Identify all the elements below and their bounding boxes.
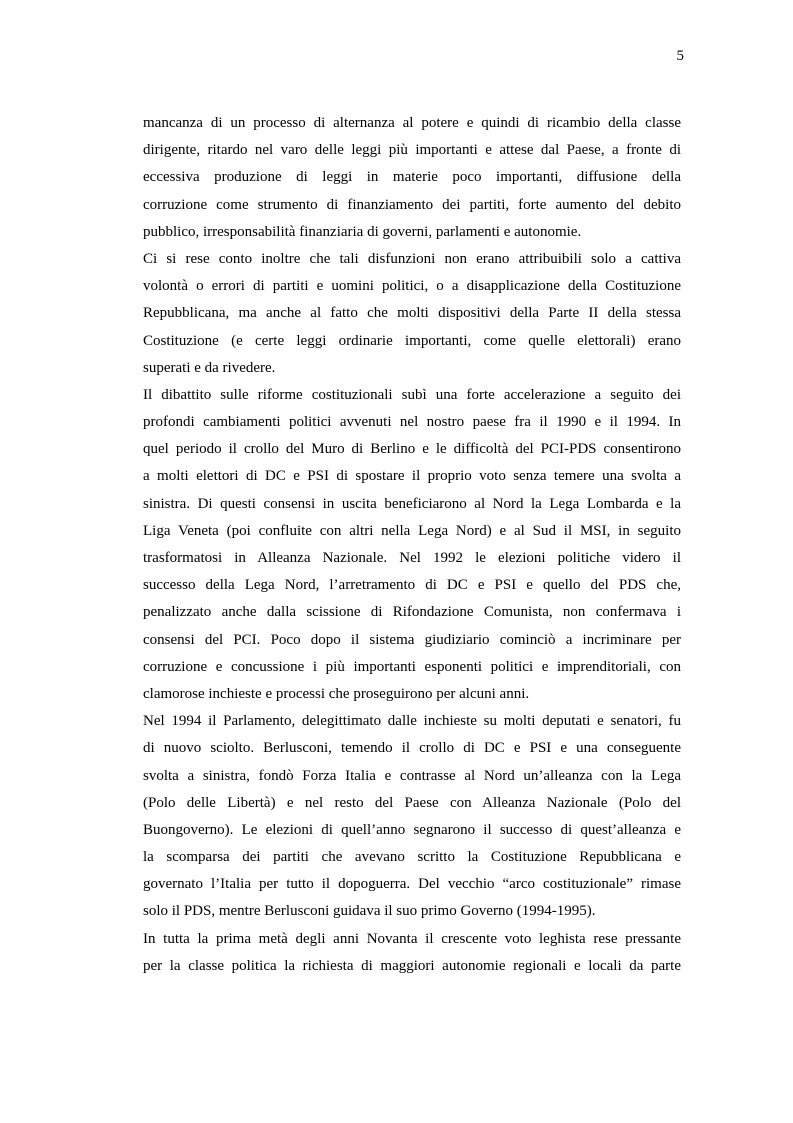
text-line: a molti elettori di DC e PSI di spostare il proprio voto senza temere una svolta a: [143, 468, 681, 485]
text-line: quel periodo il crollo del Muro di Berlino e le difficoltà del PCI-PDS consentirono: [143, 441, 681, 458]
text-line: di nuovo sciolto. Berlusconi, temendo il crollo di DC e PSI e una conseguente: [143, 740, 681, 757]
text-line: Ci si rese conto inoltre che tali disfunzioni non erano attribuibili solo a cattiva: [143, 250, 681, 267]
paragraph: [143, 382, 681, 708]
text-line: governato l’Italia per tutto il dopoguerra. Del vecchio “arco costituzionale” rimase: [143, 876, 681, 893]
text-line: eccessiva produzione di leggi in materie poco importanti, diffusione della: [143, 169, 681, 186]
text-line: Buongoverno). Le elezioni di quell’anno segnarono il successo di quest’alleanza e: [143, 821, 681, 838]
text-line: Repubblicana, ma anche al fatto che molti dispositivi della Parte II della stessa: [143, 305, 681, 322]
paragraph: [143, 110, 681, 246]
text-line: volontà o errori di partiti e uomini politici, o a disapplicazione della Costituzione: [143, 278, 681, 295]
text-line: corruzione come strumento di finanziamento dei partiti, forte aumento del debito: [143, 196, 681, 213]
text-line: successo della Lega Nord, l’arretramento di DC e PSI e quello del PDS che,: [143, 577, 681, 594]
text-line: per la classe politica la richiesta di maggiori autonomie regionali e locali da parte: [143, 957, 681, 974]
page-number: 5: [676, 48, 684, 64]
text-line: Costituzione (e certe leggi ordinarie importanti, come quelle elettorali) erano: [143, 332, 681, 349]
text-line: solo il PDS, mentre Berlusconi guidava il suo primo Governo (1994-1995).: [143, 903, 596, 920]
text-line: In tutta la prima metà degli anni Novanta il crescente voto leghista rese pressante: [143, 930, 681, 947]
text-line: consensi del PCI. Poco dopo il sistema giudiziario cominciò a incriminare per: [143, 631, 681, 648]
text-line: clamorose inchieste e processi che proseguirono per alcuni anni.: [143, 685, 530, 702]
text-line: trasformatosi in Alleanza Nazionale. Nel 1992 le elezioni politiche videro il: [143, 550, 681, 566]
text-line: Il dibattito sulle riforme costituzionali subì una forte accelerazione a seguito dei: [143, 386, 681, 403]
text-line: Liga Veneta (poi confluite con altri nella Lega Nord) e al Sud il MSI, in seguito: [143, 522, 681, 539]
text-line: Nel 1994 il Parlamento, delegittimato dalle inchieste su molti deputati e senatori, fu: [143, 713, 681, 730]
text-line: dirigente, ritardo nel varo delle leggi più importanti e attese dal Paese, a fronte di: [143, 142, 681, 159]
text-line: penalizzato anche dalla scissione di Rifondazione Comunista, non confermava i: [143, 604, 681, 621]
paragraph: [143, 926, 681, 980]
text-line: (Polo delle Libertà) e nel resto del Paese con Alleanza Nazionale (Polo del: [143, 794, 681, 811]
text-line: svolta a sinistra, fondò Forza Italia e contrasse al Nord un’alleanza con la Lega: [143, 767, 681, 784]
text-line: pubblico, irresponsabilità finanziaria di governi, parlamenti e autonomie.: [143, 223, 582, 240]
body-text: [143, 110, 681, 980]
paragraph: [143, 708, 681, 926]
paragraph: [143, 246, 681, 382]
text-line: sinistra. Di questi consensi in uscita beneficiarono al Nord la Lega Lombarda e la: [143, 495, 681, 512]
text-line: la scomparsa dei partiti che avevano scritto la Costituzione Repubblicana e: [143, 849, 681, 866]
text-line: superati e da rivedere.: [143, 359, 276, 376]
text-line: mancanza di un processo di alternanza al potere e quindi di ricambio della classe: [143, 115, 681, 131]
text-line: profondi cambiamenti politici avvenuti nel nostro paese fra il 1990 e il 1994. In: [143, 414, 681, 431]
text-line: corruzione e concussione i più importanti esponenti politici e imprenditoriali, con: [143, 658, 681, 675]
